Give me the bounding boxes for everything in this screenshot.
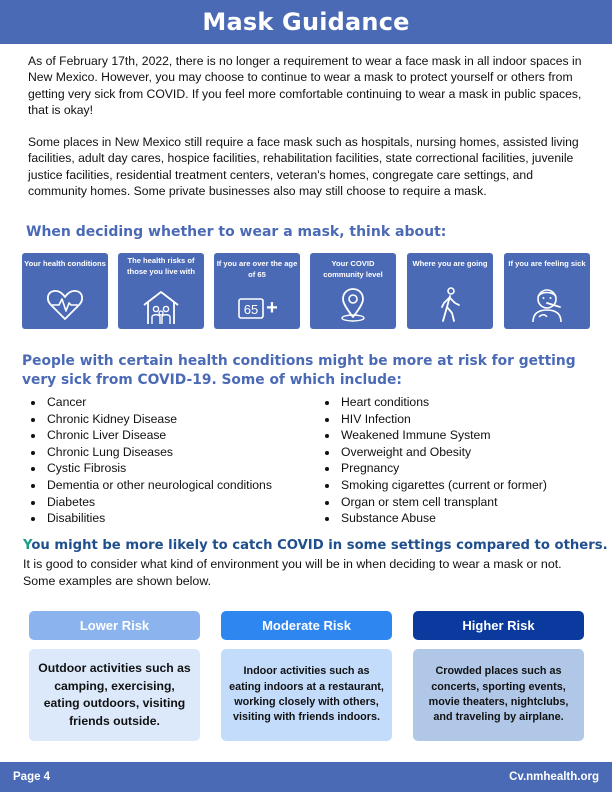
higher-risk-header: Higher Risk <box>413 611 584 640</box>
factor-card-label: If you are over the age of 65 <box>216 259 298 279</box>
lower-risk-header: Lower Risk <box>29 611 200 640</box>
age-65-text: 65 <box>243 302 259 317</box>
condition-item: • Smoking cigarettes (current or former) <box>339 477 609 494</box>
age-plus-text: + <box>266 297 278 319</box>
sick-person-thermometer-icon <box>527 287 567 323</box>
factor-card-label: The health risks of those you live with <box>127 256 195 276</box>
factor-card-label: If you are feeling sick <box>508 259 586 268</box>
walking-person-icon <box>430 287 470 323</box>
settings-title-rest: ou might be more likely to catch COVID in some settings compared to others. <box>31 538 608 553</box>
condition-item: • Weakened Immune System <box>339 427 609 444</box>
moderate-risk-header: Moderate Risk <box>221 611 392 640</box>
settings-body: It is good to consider what kind of environment you will be in when deciding to wear a mask or not. Some examples are shown below. <box>23 557 562 588</box>
house-family-icon <box>141 289 181 325</box>
factor-card-destination <box>407 253 493 329</box>
title-banner <box>0 0 612 44</box>
conditions-title: People with certain health conditions might be more at risk for getting very sick from COVID-19. Some of which include: <box>22 353 576 388</box>
condition-item: • Cancer <box>45 394 325 411</box>
think-about-title: When deciding whether to wear a mask, think about: <box>26 224 447 240</box>
factor-card-community-level <box>310 253 396 329</box>
website-url[interactable]: Cv.nmhealth.org <box>509 771 599 783</box>
condition-item: • Disabilities <box>45 510 325 527</box>
factor-card-household-risk <box>118 253 204 329</box>
settings-title <box>23 538 608 553</box>
factor-card-label: Where you are going <box>412 259 488 268</box>
condition-item: • Heart conditions <box>339 394 609 411</box>
age-65-plus-icon <box>234 287 280 323</box>
factor-card-age-65 <box>214 253 300 329</box>
factor-card-label: Your health conditions <box>24 259 106 268</box>
higher-risk-examples: Crowded places such as concerts, sporting events, movie theaters, nightclubs, and traveling by airplane. <box>413 649 584 741</box>
condition-item: • Dementia or other neurological conditions <box>45 477 325 494</box>
condition-item: • Chronic Kidney Disease <box>45 411 325 428</box>
location-pin-icon <box>333 287 373 323</box>
factor-card-feeling-sick <box>504 253 590 329</box>
condition-item: • Chronic Lung Diseases <box>45 444 325 461</box>
conditions-list-left <box>28 394 325 527</box>
moderate-risk-examples: Indoor activities such as eating indoors at a restaurant, working closely with others, visiting with friends indoors. <box>221 649 392 741</box>
lower-risk-examples: Outdoor activities such as camping, exercising, eating outdoors, visiting friends outside. <box>29 649 200 741</box>
condition-item: • Organ or stem cell transplant <box>339 494 609 511</box>
page-number: Page 4 <box>13 771 51 783</box>
page-title: Mask Guidance <box>202 8 410 36</box>
factor-card-label: Your COVID community level <box>323 259 383 279</box>
settings-title-first-letter: Y <box>23 538 32 553</box>
conditions-list-right <box>322 394 609 527</box>
condition-item: • HIV Infection <box>339 411 609 428</box>
condition-item: • Pregnancy <box>339 460 609 477</box>
intro-paragraph-1: As of February 17th, 2022, there is no longer a requirement to wear a face mask in all indoor spaces in New Mexico. However, you may choose to continue to wear a mask to protect yourself or others from getting very sick from COVID. If you feel more comfortable continuing to wear a mask in public spaces, that is okay! <box>28 54 582 117</box>
condition-item: • Substance Abuse <box>339 510 609 527</box>
factor-card-health-conditions <box>22 253 108 329</box>
condition-item: • Chronic Liver Disease <box>45 427 325 444</box>
condition-item: • Cystic Fibrosis <box>45 460 325 477</box>
intro-paragraph-2: Some places in New Mexico still require a face mask such as hospitals, nursing homes, assisted living facilities, adult day cares, hospice facilities, rehabilitation facilities, state correctional facilities, juvenile justice facilities, residential treatment centers, veteran's homes, congregate care settings, and community homes. Some private businesses also may still choose to require a mask. <box>28 135 579 198</box>
condition-item: • Diabetes <box>45 494 325 511</box>
factor-cards <box>22 253 592 329</box>
condition-item: • Overweight and Obesity <box>339 444 609 461</box>
heart-icon <box>45 287 85 323</box>
footer-bar <box>0 762 612 792</box>
